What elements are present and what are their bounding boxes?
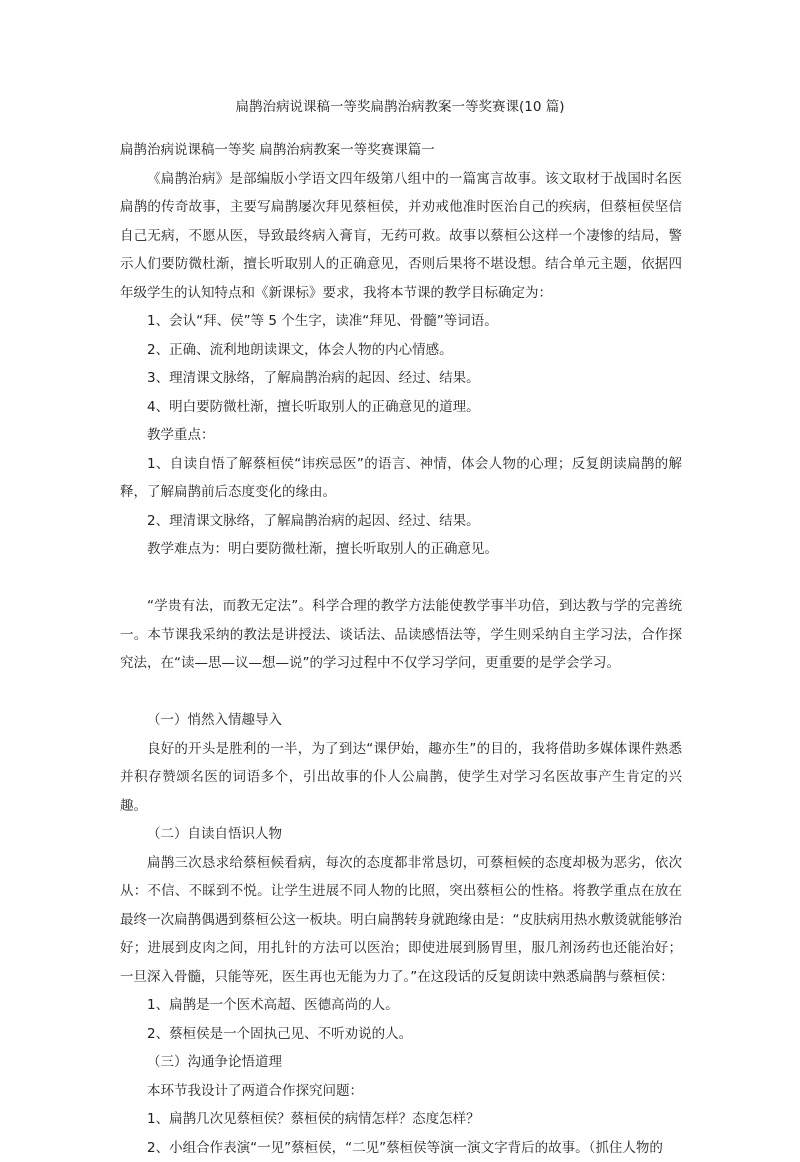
paragraph: （三）沟通争论悟道理: [120, 1048, 682, 1077]
paragraph: 扁鹊治病说课稿一等奖 扁鹊治病教案一等奖赛课篇一: [120, 136, 682, 165]
paragraph: 教学难点为：明白要防微杜渐，擅长听取别人的正确意见。: [120, 535, 682, 564]
paragraph: 教学重点：: [120, 421, 682, 450]
paragraph: 1、自读自悟了解蔡桓侯“讳疾忌医”的语言、神情，体会人物的心理；反复朗读扁鹊的解释，了解扁鹊前后态度变化的缘由。: [120, 450, 682, 507]
document-body: [120, 136, 682, 1162]
paragraph: （一）悄然入情趣导入: [120, 706, 682, 735]
paragraph: 扁鹊三次恳求给蔡桓候看病，每次的态度都非常恳切，可蔡桓候的态度却极为恶劣，依次从：不信、不睬到不悦。让学生进展不同人物的比照，突出蔡桓公的性格。将教学重点在放在最终一次扁鹊偶遇到蔡桓公这一板块。明白扁鹊转身就跑缘由是：“皮肤病用热水敷烫就能够治好；进展到皮肉之间，用扎针的方法可以医治；即使进展到肠胃里，服几剂汤药也还能治好；一旦深入骨髓，只能等死，医生再也无能为力了。”在这段话的反复朗读中熟悉扁鹊与蔡桓侯：: [120, 849, 682, 992]
paragraph: 2、理清课文脉络，了解扁鹊治病的起因、经过、结果。: [120, 507, 682, 536]
paragraph: 本环节我设计了两道合作探究问题：: [120, 1077, 682, 1106]
paragraph: 3、理清课文脉络，了解扁鹊治病的起因、经过、结果。: [120, 364, 682, 393]
blank-line: [120, 678, 682, 707]
paragraph: 2、正确、流利地朗读课文，体会人物的内心情感。: [120, 336, 682, 365]
paragraph: 4、明白要防微杜渐，擅长听取别人的正确意见的道理。: [120, 393, 682, 422]
paragraph: 2、蔡桓侯是一个固执己见、不听劝说的人。: [120, 1020, 682, 1049]
paragraph: 良好的开头是胜利的一半，为了到达“课伊始，趣亦生”的目的，我将借助多媒体课件熟悉并积存赞颂名医的词语多个，引出故事的仆人公扁鹊，使学生对学习名医故事产生肯定的兴趣。: [120, 735, 682, 821]
paragraph: 1、会认“拜、侯”等 5 个生字，读准“拜见、骨髓”等词语。: [120, 307, 682, 336]
blank-line: [120, 564, 682, 593]
paragraph: 2、小组合作表演“一见”蔡桓侯，“二见”蔡桓侯等演一演文字背后的故事。（抓住人物的: [120, 1134, 682, 1162]
paragraph: “学贵有法，而教无定法”。科学合理的教学方法能使教学事半功倍，到达教与学的完善统一。本节课我采纳的教法是讲授法、谈话法、品读感悟法等，学生则采纳自主学习法，合作探究法，在“读—思—议—想—说”的学习过程中不仅学习学问，更重要的是学会学习。: [120, 592, 682, 678]
paragraph: 1、扁鹊是一个医术高超、医德高尚的人。: [120, 991, 682, 1020]
paragraph: 《扁鹊治病》是部编版小学语文四年级第八组中的一篇寓言故事。该文取材于战国时名医扁鹊的传奇故事，主要写扁鹊屡次拜见蔡桓侯，并劝戒他准时医治自己的疾病，但蔡桓侯坚信自己无病，不愿从医，导致最终病入膏肓，无药可救。故事以蔡桓公这样一个凄惨的结局，警示人们要防微杜渐，擅长听取别人的正确意见，否则后果将不堪设想。结合单元主题，依据四年级学生的认知特点和《新课标》要求，我将本节课的教学目标确定为：: [120, 165, 682, 308]
document-title: 扁鹊治病说课稿一等奖扁鹊治病教案一等奖赛课(10 篇): [0, 98, 800, 116]
paragraph: 1、扁鹊几次见蔡桓侯？蔡桓侯的病情怎样？态度怎样？: [120, 1105, 682, 1134]
paragraph: （二）自读自悟识人物: [120, 820, 682, 849]
